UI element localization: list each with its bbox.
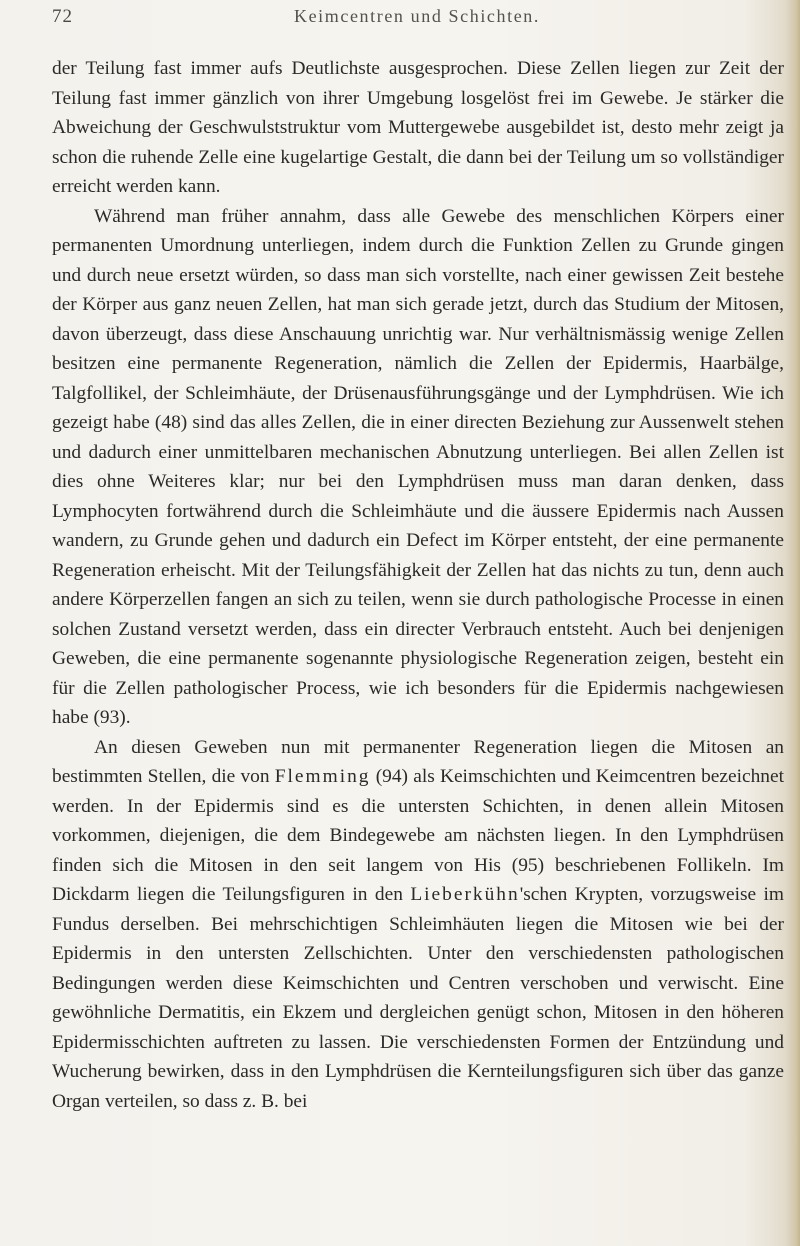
author-name-lieberkuehn: Lieberkühn bbox=[410, 884, 520, 905]
paragraph-1: der Teilung fast immer aufs Deutlichste ausgesprochen. Diese Zellen liegen zur Zeit der Teilung fast immer gänzlich von ihrer Umgebung losgelöst frei im Gewebe. Je stärker die Abweichung der Geschwulststruktur vom Muttergewebe ausgebildet ist, desto mehr zeigt ja schon die ruhende Zelle eine kugelartige Gestalt, die dann bei der Teilung um so vollständiger erreicht werden kann. bbox=[52, 58, 784, 197]
paragraph-3-text-c: 'schen Krypten, vorzugsweise im Fundus derselben. Bei mehrschichtigen Schleimhäuten liegen die Mitosen wie bei der Epidermis in den untersten Zellschichten. Unter den verschiedensten pathologischen Bedingungen werden diese Keimschichten und Centren verschoben und verwischt. Eine gewöhnliche Dermatitis, ein Ekzem und dergleichen genügt schon, Mitosen in den höheren Epidermisschichten auftreten zu lassen. Die verschiedensten Formen der Entzündung und Wucherung bewirken, dass in den Lymphdrüsen die Kernteilungsfiguren sich über das ganze Organ verteilen, so dass z. B. bei bbox=[52, 884, 784, 1112]
paragraph-3-text-a: An diesen Geweben nun mit permanenter Regeneration liegen die Mitosen an bestimmten Stellen, die von bbox=[52, 736, 784, 787]
paragraph-3-text-b: (94) als Keimschichten und Keimcentren bezeichnet werden. In der Epidermis sind es die untersten Schichten, in denen allein Mitosen vorkommen, diejenigen, die dem Bindegewebe am nächsten liegen. In den Lymphdrüsen finden sich die Mitosen in den seit langem von His (95) beschriebenen Follikeln. Im Dickdarm liegen die Teilungsfiguren in den bbox=[52, 766, 784, 905]
page-number: 72 bbox=[52, 6, 73, 27]
paragraph-3 bbox=[52, 733, 784, 1117]
page-edge-shadow bbox=[786, 0, 800, 1246]
running-title: Keimcentren und Schichten. bbox=[293, 6, 541, 26]
author-name-flemming: Flemming bbox=[274, 766, 371, 787]
paragraph-2: Während man früher annahm, dass alle Gewebe des menschlichen Körpers einer permanenten Umordnung unterliegen, indem durch die Funktion Zellen zu Grunde gingen und durch neue ersetzt würden, so dass man sich vorstellte, nach einer gewissen Zeit bestehe der Körper aus ganz neuen Zellen, hat man sich gerade jetzt, durch das Studium der Mitosen, davon überzeugt, dass diese Anschauung unrichtig war. Nur verhältnismässig wenige Zellen besitzen eine permanente Regeneration, nämlich die Zellen der Epidermis, Haarbälge, Talgfollikel, der Schleimhäute, der Drüsenausführungsgänge und der Lymphdrüsen. Wie ich gezeigt habe (48) sind das alles Zellen, die in einer directen Beziehung zur Aussenwelt stehen und dadurch einer unmittelbaren mechanischen Abnutzung unterliegen. Bei allen Zellen ist dies ohne Weiteres klar; nur bei den Lymphdrüsen muss man daran denken, dass Lymphocyten fortwährend durch die Schleimhäute und die äussere Epidermis nach Aussen wandern, zu Grunde gehen und dadurch ein Defect im Körper entsteht, der eine permanente Regeneration erheischt. Mit der Teilungsfähigkeit der Zellen hat das nichts zu tun, denn auch andere Körperzellen fangen an sich zu teilen, wenn sie durch pathologische Processe in einen solchen Zustand versetzt werden, dass ein directer Verbrauch entsteht. Auch bei denjenigen Geweben, die eine permanente sogenannte physiologische Regeneration zeigen, besteht ein für die Zellen pathologischer Process, wie ich besonders für die Epidermis nachgewiesen habe (93). bbox=[52, 205, 784, 728]
running-head bbox=[52, 6, 782, 34]
body-text bbox=[52, 54, 784, 1116]
